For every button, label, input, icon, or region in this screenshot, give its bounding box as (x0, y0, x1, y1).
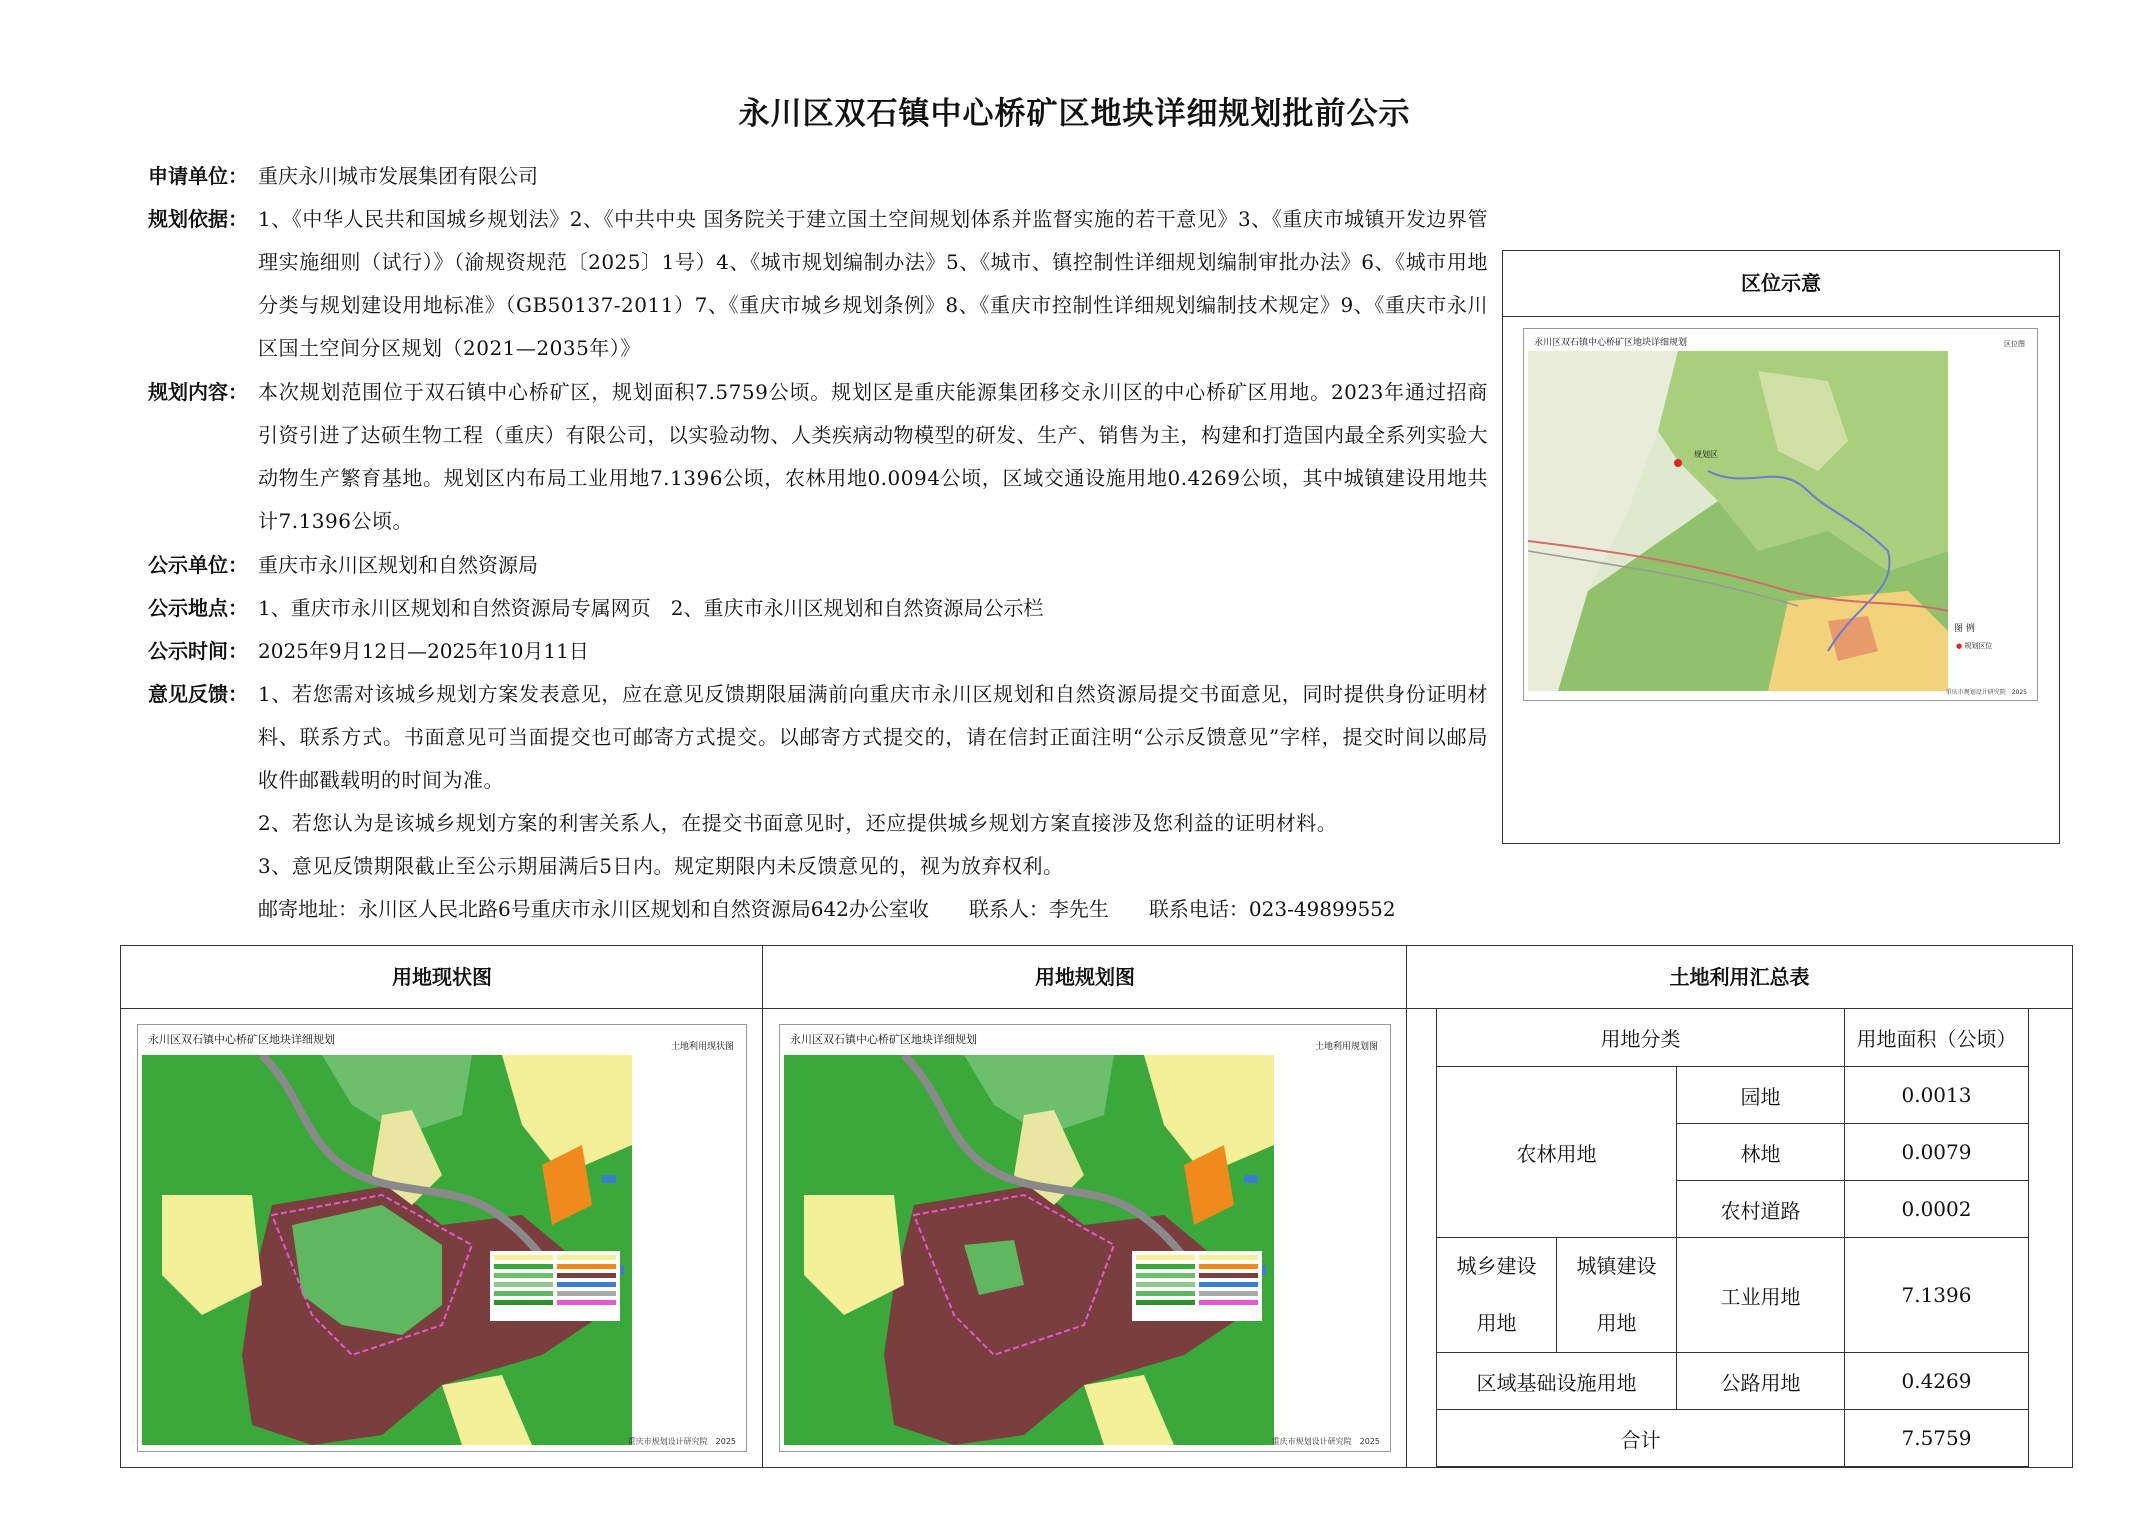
industrial-label: 工业用地 (1677, 1238, 1845, 1353)
forest-label: 林地 (1677, 1124, 1845, 1181)
time-row (148, 630, 1488, 673)
plan-map-image (784, 1055, 1274, 1445)
place-value: 1、重庆市永川区规划和自然资源局专属网页 2、重庆市永川区规划和自然资源局公示栏 (258, 596, 1044, 620)
garden-label: 园地 (1677, 1067, 1845, 1124)
feedback-label: 意见反馈： (148, 682, 248, 706)
town-label-line2: 用地 (1596, 1311, 1637, 1335)
location-map (1523, 328, 2038, 701)
location-box (1502, 250, 2060, 844)
col-category-header: 用地分类 (1437, 1009, 1845, 1067)
location-map-title: 永川区双石镇中心桥矿区地块详细规划 (1534, 338, 1688, 348)
highway-label: 公路用地 (1677, 1353, 1845, 1410)
publisher-value: 重庆市永川区规划和自然资源局 (258, 553, 538, 577)
infra-label: 区域基础设施用地 (1437, 1353, 1677, 1410)
garden-value: 0.0013 (1845, 1067, 2029, 1124)
basis-text: 1、《中华人民共和国城乡规划法》2、《中共中央 国务院关于建立国土空间规划体系并监督实施的若干意见》3、《重庆市城镇开发边界管理实施细则（试行）》（渝规资规范〔2025〕1号）4、《城市规划编制办法》5、《城市、镇控制性详细规划编制审批办法》6、《城市用地分类与规划建设用地标准》（GB50137-2011）7、《重庆市城乡规划条例》8、《重庆市控制性详细规划编制技术规定》9、《重庆市永川区国土空间分区规划（2021—2035年）》 (258, 207, 1488, 360)
current-map-image (142, 1055, 632, 1445)
applicant-value: 重庆永川城市发展集团有限公司 (258, 164, 538, 188)
plan-map-sub: 土地利用规划图 (1314, 1042, 1378, 1052)
col-area-header: 用地面积（公顷） (1845, 1009, 2029, 1067)
location-legend-item (1956, 641, 1992, 651)
urban-rural-label-line2: 用地 (1476, 1311, 1517, 1335)
location-map-image (1528, 351, 1948, 691)
feedback-p2: 2、若您认为是该城乡规划方案的利害关系人，在提交书面意见时，还应提供城乡规划方案直接涉及您利益的证明材料。 (258, 811, 1338, 835)
plan-map-legend (1132, 1251, 1262, 1321)
time-label: 公示时间： (148, 639, 248, 663)
content-text: 本次规划范围位于双石镇中心桥矿区，规划面积7.5759公顷。规划区是重庆能源集团移交永川区的中心桥矿区用地。2023年通过招商引资引进了达硕生物工程（重庆）有限公司，以实验动物、人类疾病动物模型的研发、生产、销售为主，构建和打造国内最全系列实验大动物生产繁育基地。规划区内布局工业用地7.1396公顷，农林用地0.0094公顷，区域交通设施用地0.4269公顷，其中城镇建设用地共计7.1396公顷。 (258, 380, 1488, 533)
applicant-label: 申请单位： (148, 164, 248, 188)
current-map-header: 用地现状图 (121, 946, 763, 1009)
current-map-sub: 土地利用现状图 (670, 1042, 734, 1052)
plan-map-title: 永川区双石镇中心桥矿区地块详细规划 (790, 1033, 977, 1046)
location-header: 区位示意 (1503, 251, 2059, 317)
site-marker-icon (1674, 459, 1682, 467)
feedback-p1: 1、若您需对该城乡规划方案发表意见，应在意见反馈期限届满前向重庆市永川区规划和自然资源局提交书面意见，同时提供身份证明材料、联系方式。书面意见可当面提交也可邮寄方式提交。以邮寄方式提交的，请在信封正面注明“公示反馈意见”字样，提交时间以邮局收件邮戳载明的时间为准。 (258, 682, 1488, 792)
location-legend-title: 图 例 (1954, 624, 1975, 634)
place-label: 公示地点： (148, 596, 248, 620)
rural-road-label: 农村道路 (1677, 1181, 1845, 1238)
forest-value: 0.0079 (1845, 1124, 2029, 1181)
content-row (148, 371, 1488, 543)
agri-land-label: 农林用地 (1437, 1067, 1677, 1238)
content-label: 规划内容： (148, 380, 248, 404)
total-value: 7.5759 (1845, 1410, 2029, 1467)
plan-map-footer: 重庆市规划设计研究院 2025 (1271, 1437, 1380, 1446)
location-site-label: 规划区 (1694, 450, 1718, 459)
basis-label: 规划依据： (148, 207, 248, 231)
page-title: 永川区双石镇中心桥矿区地块详细规划批前公示 (738, 96, 1411, 132)
applicant-row (148, 155, 1488, 198)
feedback-row (148, 673, 1488, 931)
time-value: 2025年9月12日—2025年10月11日 (258, 639, 589, 663)
feedback-p3: 3、意见反馈期限截止至公示期届满后5日内。规定期限内未反馈意见的，视为放弃权利。 (258, 854, 1064, 878)
current-map (137, 1024, 747, 1452)
plan-map (779, 1024, 1391, 1452)
plan-map-header: 用地规划图 (763, 946, 1407, 1009)
current-map-title: 永川区双石镇中心桥矿区地块详细规划 (148, 1033, 335, 1046)
legend-dot-icon: ● (1956, 642, 1963, 650)
location-legend-label: 规划区位 (1964, 642, 1993, 650)
current-map-legend (490, 1251, 620, 1321)
urban-rural-label-line1: 城乡建设 (1456, 1254, 1537, 1278)
location-map-sub: 区位图 (2004, 340, 2025, 348)
urban-rural-label (1437, 1238, 1557, 1353)
industrial-value: 7.1396 (1845, 1238, 2029, 1353)
publisher-row (148, 544, 1488, 587)
summary-header: 土地利用汇总表 (1407, 946, 2072, 1009)
current-map-footer: 重庆市规划设计研究院 2025 (627, 1437, 736, 1446)
basis-row (148, 198, 1488, 370)
total-label: 合计 (1437, 1410, 1845, 1467)
town-construction-label (1557, 1238, 1677, 1353)
rural-road-value: 0.0002 (1845, 1181, 2029, 1238)
publisher-label: 公示单位： (148, 553, 248, 577)
feedback-contact: 邮寄地址：永川区人民北路6号重庆市永川区规划和自然资源局642办公室收 联系人：李先生 联系电话：023-49899552 (258, 897, 1396, 921)
place-row (148, 587, 1488, 630)
land-use-summary-table (1436, 1008, 2029, 1467)
town-label-line1: 城镇建设 (1576, 1254, 1657, 1278)
highway-value: 0.4269 (1845, 1353, 2029, 1410)
location-map-footer: 重庆市规划设计研究院 2025 (1945, 689, 2027, 696)
